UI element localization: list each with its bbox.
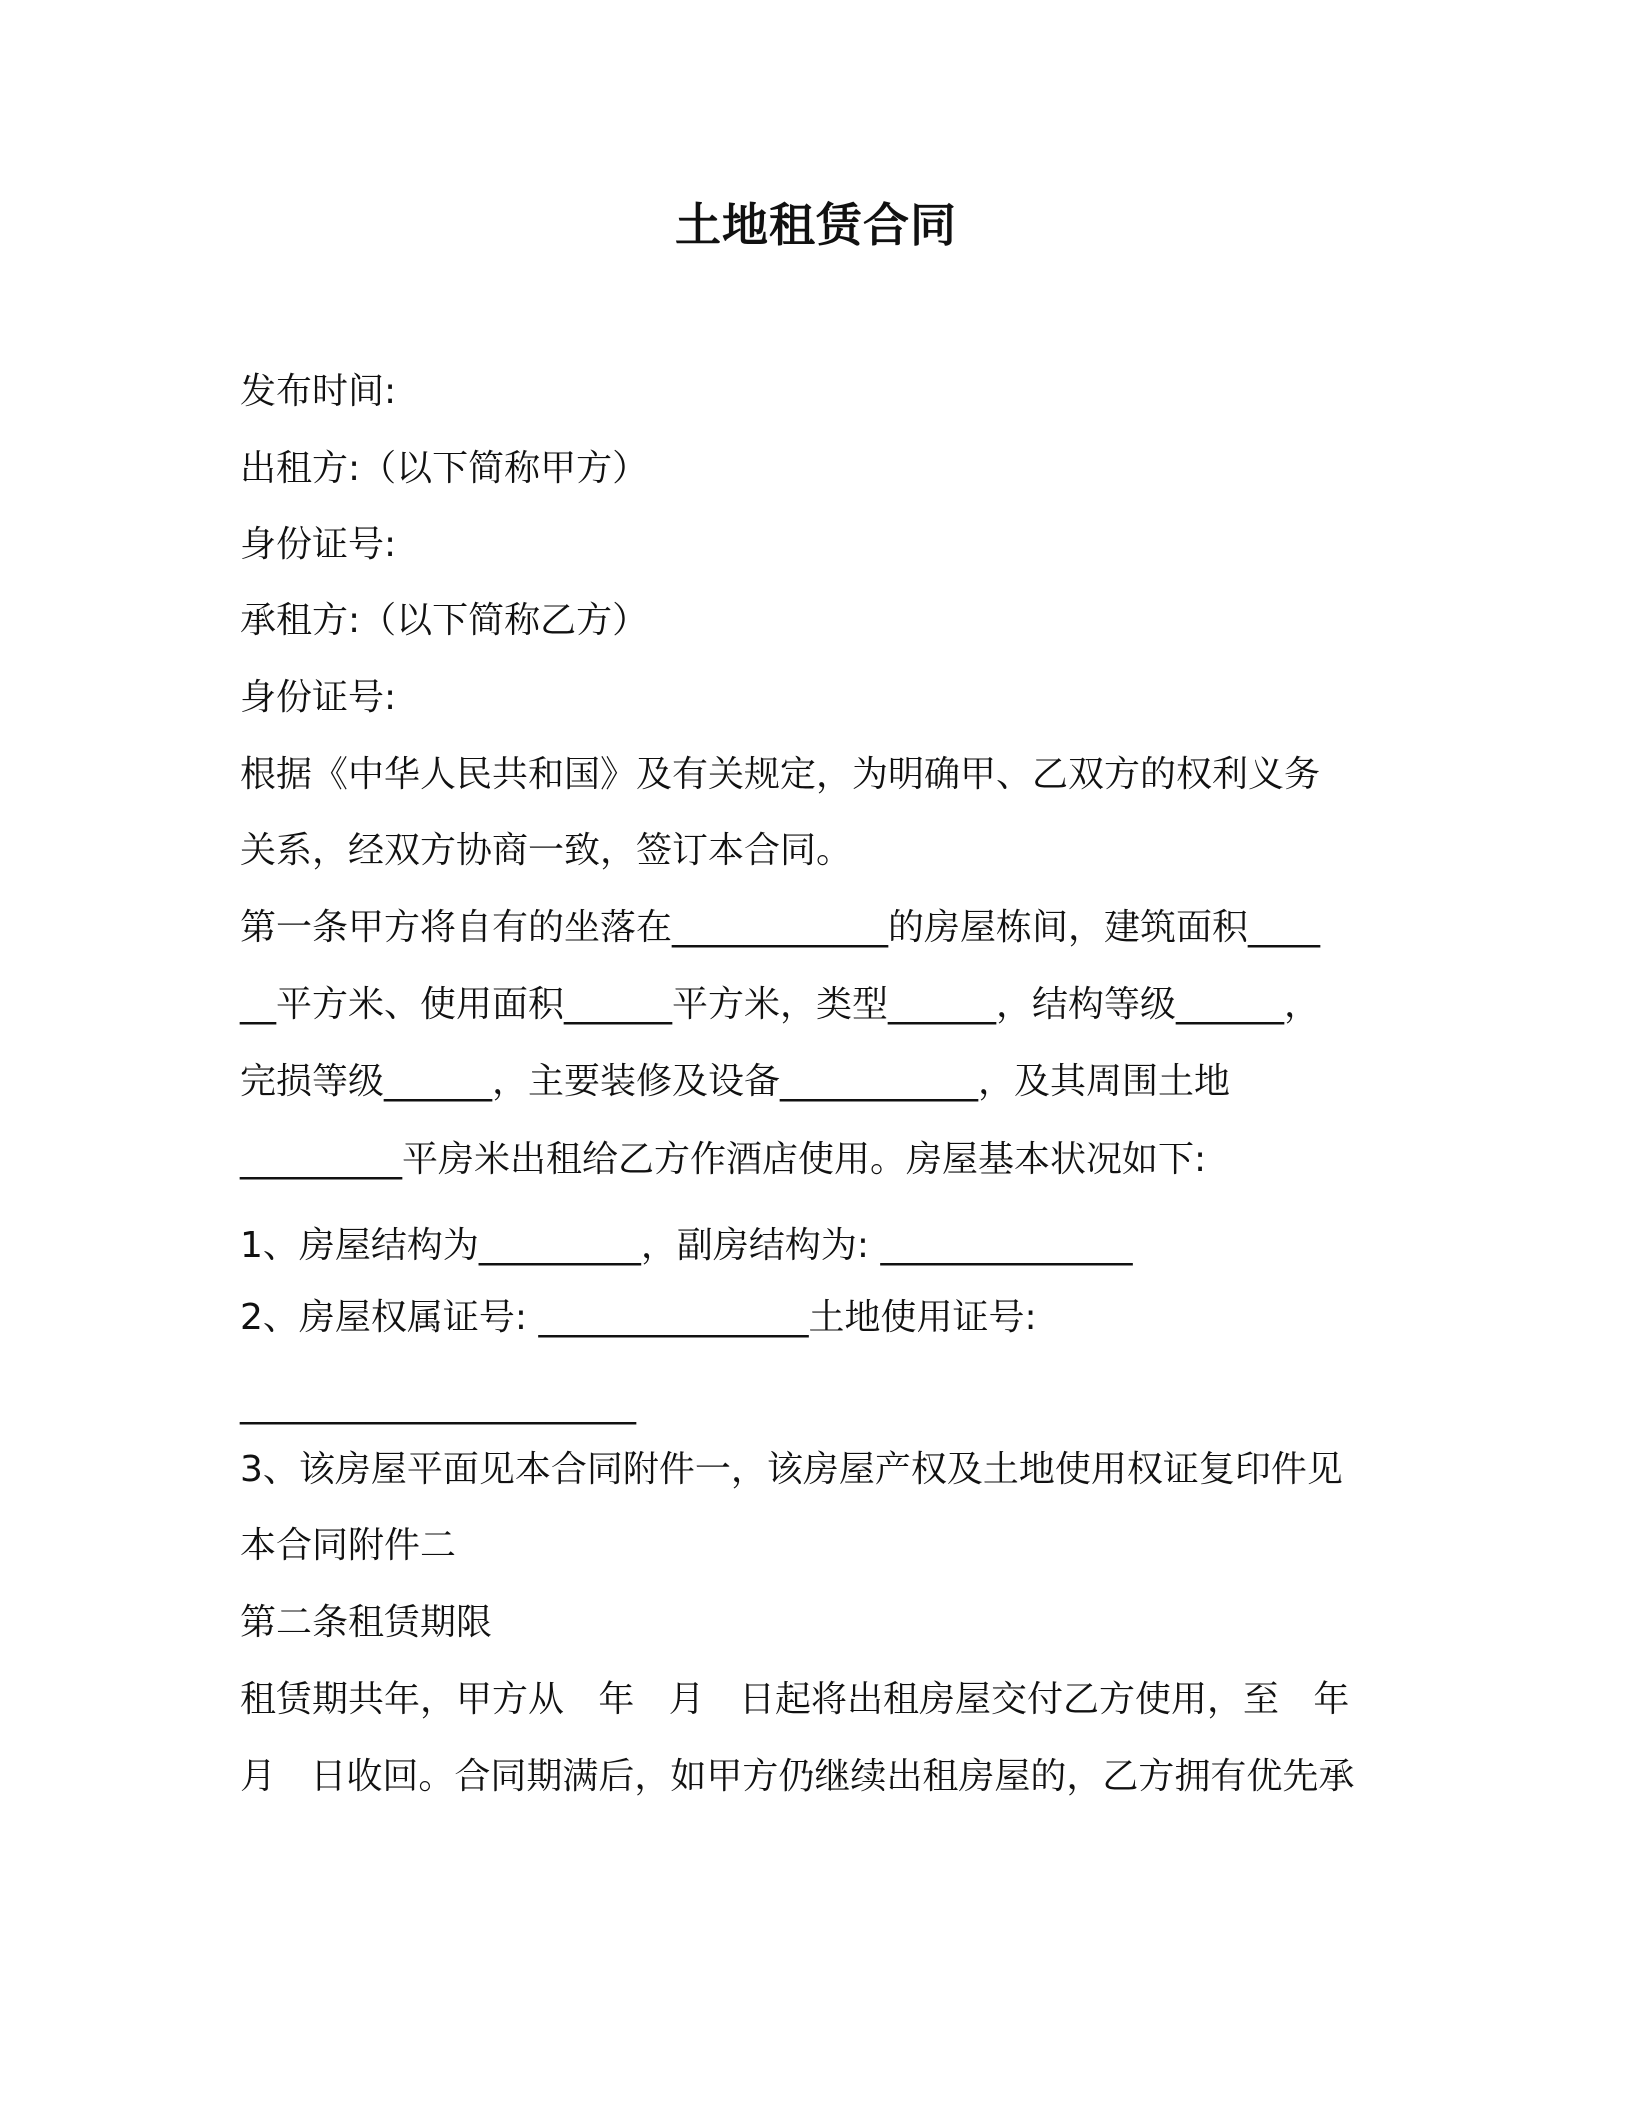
article-1-line-3: 完损等级______，主要装修及设备___________，及其周围土地 <box>240 1061 1231 1102</box>
attachment-line-2: 本合同附件二 <box>240 1525 457 1566</box>
article-1-line-1: 第一条甲方将自有的坐落在____________的房屋栋间，建筑面积____ <box>240 907 1321 948</box>
lease-term-line-2: 月 日收回。合同期满后，如甲方仍继续出租房屋的，乙方拥有优先承 <box>240 1756 1355 1797</box>
lease-term-line-1: 租赁期共年，甲方从 年 月 日起将出租房屋交付乙方使用，至 年 <box>240 1679 1350 1720</box>
preamble-line-1: 根据《中华人民共和国》及有关规定，为明确甲、乙双方的权利义务 <box>240 754 1321 795</box>
house-structure-line: 1、房屋结构为_________，副房结构为: ______________ <box>240 1225 1133 1266</box>
lessor-id-line: 身份证号: <box>240 524 397 565</box>
preamble-line-2: 关系，经双方协商一致，签订本合同。 <box>240 830 853 871</box>
article-2-heading: 第二条租赁期限 <box>240 1602 493 1643</box>
lessor-line: 出租方:（以下简称甲方） <box>240 448 649 489</box>
lessee-id-line: 身份证号: <box>240 677 397 718</box>
ownership-cert-line: 2、房屋权属证号: _______________土地使用证号: <box>240 1297 1037 1338</box>
article-1-line-4: _________平房米出租给乙方作酒店使用。房屋基本状况如下: <box>240 1139 1207 1180</box>
land-cert-blank-line: ______________________ <box>240 1384 636 1425</box>
document-title: 土地租赁合同 <box>675 198 957 252</box>
attachment-line-1: 3、该房屋平面见本合同附件一，该房屋产权及土地使用权证复印件见 <box>240 1449 1343 1490</box>
article-1-line-2: __平方米、使用面积______平方米，类型______，结构等级______， <box>240 984 1321 1025</box>
lessee-line: 承租方:（以下简称乙方） <box>240 600 649 641</box>
release-time-line: 发布时间: <box>240 371 397 412</box>
